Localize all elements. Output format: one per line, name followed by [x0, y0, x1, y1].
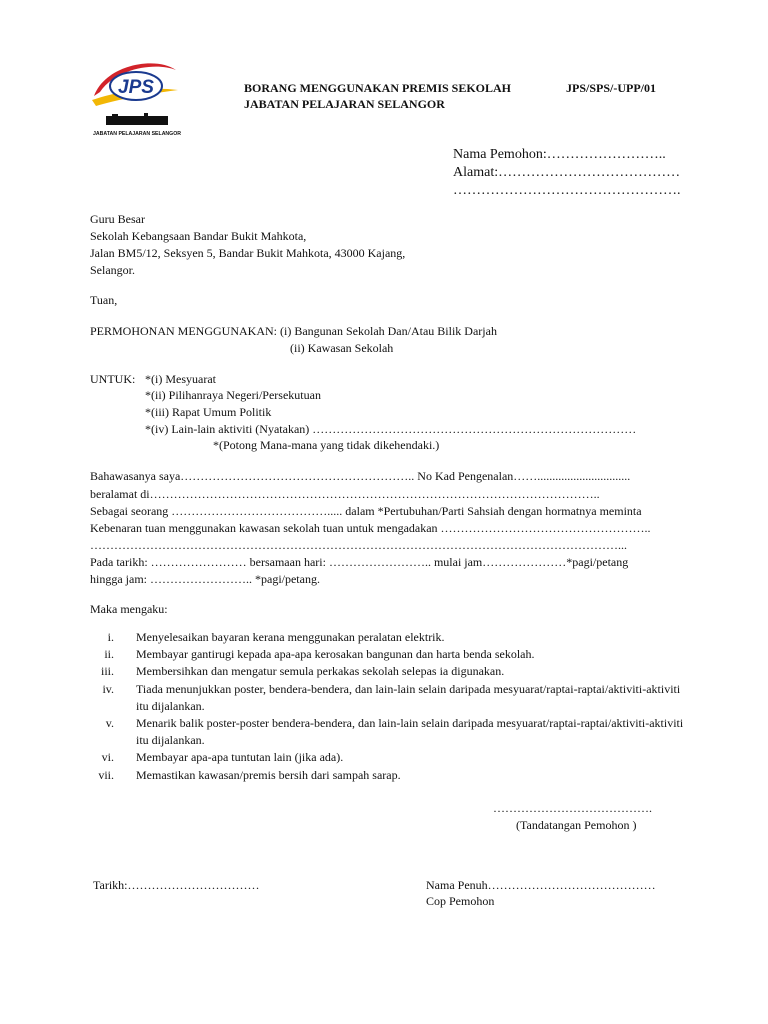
list-item [86, 715, 686, 749]
list-item [86, 646, 686, 663]
list-item [86, 629, 686, 646]
list-item-number: v. [105, 716, 114, 731]
applicant-name-field: Nama Pemohon:…………………….. [453, 147, 666, 162]
list-item [86, 749, 686, 766]
purpose-option: *(ii) Pilihanraya Negeri/Persekutuan [145, 388, 321, 402]
list-item-text: Membayar apa-apa tuntutan lain (jika ada). [136, 750, 344, 765]
purpose-option-other: *(iv) Lain-lain aktiviti (Nyatakan) ……………………………………………………………………… [145, 422, 637, 436]
declaration-line: Bahawasanya saya………………………………………………….. No Kad Pengenalan……............................... [90, 469, 631, 483]
list-item-number: vii. [98, 767, 114, 782]
subject-line-2: (ii) Kawasan Sekolah [290, 341, 394, 355]
logo-jawi-mark [112, 114, 118, 117]
subject-line: PERMOHONAN MENGGUNAKAN: (i) Bangunan Sekolah Dan/Atau Bilik Darjah [90, 324, 497, 338]
list-item [86, 767, 686, 784]
full-name-field: Nama Penuh…………………………………… [426, 878, 656, 892]
form-title-line1: BORANG MENGGUNAKAN PREMIS SEKOLAH [244, 81, 512, 95]
declaration-line: hingga jam: …………………….. *pagi/petang. [90, 572, 320, 586]
list-item [86, 663, 686, 680]
jps-logo [86, 56, 186, 148]
declaration-line: beralamat di………………………………………………………………………………………………….. [90, 487, 600, 501]
applicant-stamp-label: Cop Pemohon [426, 894, 495, 908]
recipient-state: Selangor. [90, 263, 135, 277]
logo-text: JPS [118, 77, 154, 98]
recipient-title: Guru Besar [90, 212, 145, 226]
list-item-number: vi. [101, 750, 114, 765]
applicant-address-field-2: …………………………………………. [453, 183, 681, 198]
list-item [86, 681, 686, 715]
list-item-text: Membersihkan dan mengatur semula perkakas sekolah selepas ia digunakan. [136, 664, 505, 679]
list-item-text: Membayar gantirugi kepada apa-apa kerosakan bangunan dan harta benda sekolah. [136, 647, 535, 662]
list-item-text: Memastikan kawasan/premis bersih dari sampah sarap. [136, 767, 401, 782]
undertaking-intro: Maka mengaku: [90, 602, 168, 616]
list-item-number: iii. [100, 664, 114, 679]
declaration-line: ……………………………………………………………………………………………………………………... [90, 538, 627, 552]
jps-logo-graphic [86, 56, 186, 148]
logo-caption: JABATAN PELAJARAN SELANGOR [93, 131, 181, 137]
recipient-address: Jalan BM5/12, Seksyen 5, Bandar Bukit Mahkota, 43000 Kajang, [90, 246, 406, 260]
signature-line: …………………………………. [493, 801, 652, 815]
declaration-line: Kebenaran tuan menggunakan kawasan sekolah tuan untuk mengadakan …………………………………………….. [90, 521, 651, 535]
declaration-line: Sebagai seorang …………………………………..... dalam *Pertubuhan/Parti Sahsiah dengan hormatnya meminta [90, 504, 642, 518]
purpose-label: UNTUK: [90, 372, 136, 386]
purpose-option: *(i) Mesyuarat [145, 372, 216, 386]
salutation: Tuan, [90, 293, 118, 307]
logo-jawi-script [106, 116, 168, 125]
purpose-option: *(iii) Rapat Umum Politik [145, 405, 272, 419]
applicant-address-field: Alamat:………………………………… [453, 165, 681, 180]
recipient-school: Sekolah Kebangsaan Bandar Bukit Mahkota, [90, 229, 307, 243]
undertaking-list [86, 629, 686, 784]
list-item-text: Tiada menunjukkan poster, bendera-bendera, dan lain-lain selain daripada mesyuarat/raptai-raptai/aktiviti-aktiviti itu dijalankan. [136, 681, 681, 713]
logo-jawi-mark [144, 113, 148, 117]
list-item-number: iv. [102, 681, 114, 696]
signature-label: (Tandatangan Pemohon ) [516, 818, 637, 832]
purpose-note: *(Potong Mana-mana yang tidak dikehendaki.) [213, 438, 440, 452]
form-title-line2: JABATAN PELAJARAN SELANGOR [244, 97, 445, 111]
list-item-number: ii. [104, 647, 114, 662]
declaration-line: Pada tarikh: …………………… bersamaan hari: …………………….. mulai jam…………………*pagi/petang [90, 555, 629, 569]
form-reference-code: JPS/SPS/-UPP/01 [566, 81, 657, 95]
list-item-number: i. [107, 630, 114, 644]
date-field: Tarikh:…………………………… [93, 878, 260, 892]
list-item-text: Menyelesaikan bayaran kerana menggunakan peralatan elektrik. [136, 630, 445, 644]
list-item-text: Menarik balik poster-poster bendera-bendera, dan lain-lain selain daripada mesyuarat/raptai-raptai/aktiviti-aktiviti itu dijalankan. [136, 716, 684, 748]
